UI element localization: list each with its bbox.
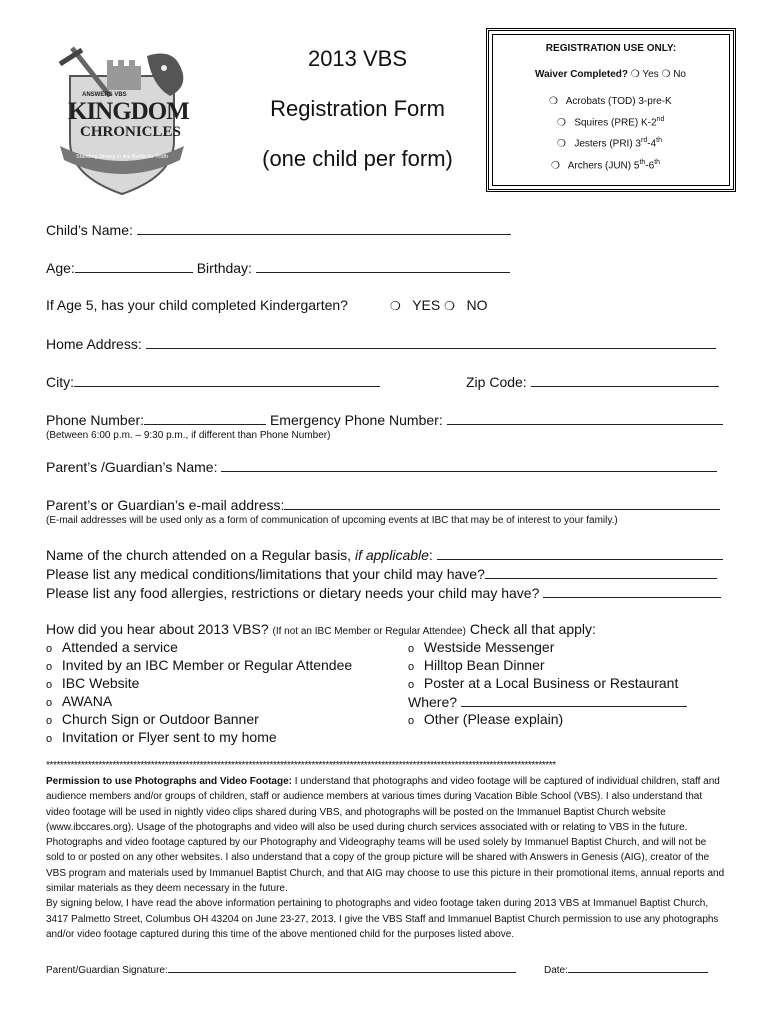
group-jesters-sup2: th [656,137,662,144]
title-line-3: (one child per form) [262,146,453,171]
date-label: Date: [544,965,568,976]
hear-where-field[interactable] [461,692,687,707]
church-field[interactable] [437,545,723,560]
church-label-italic: if applicable [354,547,429,563]
hear-right-option-2[interactable]: o Poster at a Local Business or Restaurant [408,675,679,691]
kingdom-chronicles-logo [52,46,192,196]
logo-sub-text: CHRONICLES [80,124,181,140]
hear-left-option-0[interactable]: o Attended a service [46,639,178,655]
group-archers-label: Archers (JUN) 5 [567,160,640,172]
group-archers-sup: th [639,159,646,166]
birthday-label: Birthday: [196,260,252,276]
waiver-no-checkbox[interactable]: ❍ [661,69,671,80]
guardian-name-row [46,457,717,476]
child-name-label: Child’s Name: [46,222,133,238]
office-use-box [486,28,736,192]
phone-label: Phone Number: [46,412,145,428]
group-acrobats-label: Acrobats (TOD) 3-pre-K [565,96,672,107]
hear-left-option-5[interactable]: o Invitation or Flyer sent to my home [46,729,277,745]
hear-right-option-0[interactable]: o Westside Messenger [408,639,555,655]
hear-question: How did you hear about 2013 VBS? [46,621,269,637]
hear-left-option-4[interactable]: o Church Sign or Outdoor Banner [46,711,259,727]
hear-right-option-label: Hilltop Bean Dinner [423,657,545,673]
church-label: Name of the church attended on a Regular basis, [46,547,352,563]
kindergarten-options [390,296,488,315]
hear-other-option[interactable]: o Other (Please explain) [408,711,564,727]
hear-left-option-3[interactable]: o AWANA [46,693,113,709]
child-name-row [46,220,511,239]
office-heading: REGISTRATION USE ONLY: [545,43,677,54]
hear-left-option-1[interactable]: o Invited by an IBC Member or Regular Attendee [46,657,353,673]
kindergarten-row [46,296,348,314]
group-archers [551,159,660,171]
group-squires-checkbox[interactable]: ❍ [557,117,566,129]
allergies-row [46,583,721,602]
kindergarten-no-label: NO [466,297,488,313]
guardian-email-row [46,495,720,514]
logo-banner-text: Standing Strong in the Battle for Truth [75,154,169,160]
hear-left-option-label: IBC Website [61,675,140,691]
group-archers-checkbox[interactable]: ❍ [551,160,560,172]
church-row [46,545,723,564]
hear-left-option-2[interactable]: o IBC Website [46,675,140,691]
logo-small-text: ANSWERS VBS [82,92,127,98]
phone-field[interactable] [144,410,266,425]
signature-label: Parent/Guardian Signature: [46,965,168,976]
hear-check-all: Check all that apply: [469,621,596,637]
phone-note: (Between 6:00 p.m. – 9:30 p.m., if different than Phone Number) [46,430,331,441]
group-squires [557,116,664,128]
birthday-field[interactable] [256,258,510,273]
waiver-row [535,69,686,80]
hear-right-option-1[interactable]: o Hilltop Bean Dinner [408,657,545,673]
allergies-label: Please list any food allergies, restrictions or dietary needs your child may have? [46,585,540,601]
age-label: Age: [46,260,75,276]
group-jesters [557,137,662,149]
kindergarten-yes-checkbox[interactable]: ❍ [390,299,401,313]
hear-where-row [408,692,687,711]
guardian-email-field[interactable] [284,495,720,510]
hear-where-label: Where? [408,694,458,710]
permission-body: I understand that photographs and video footage will be captured of individual children, staff and audience members and/or groups of children, staff or audience members at various times during Vacation Bible School (VBS). I also understand that video footage will be used in nightly video clips shared during VBS, and photographs will be posted on the Immanuel Baptist Church website (www.ibccares.org). Usage of the photographs and video will also be used during church services associated with or relating to VBS in the future. Photographs and video footage captured by our Photography and Videography teams will be used solely by Immanuel Baptist Church, and will not be sold to or posted on any other websites. I also understand that a copy of the group picture will be shared with Answers in Genesis (AIG), creator of the VBS program and materials used by Immanuel Baptist Church, and that AIG may choose to use this picture in their promotional items, annual reports and similar materials as they deem necessary in the future. [46,776,725,895]
home-address-row [46,334,716,353]
permission-body-2: By signing below, I have read the above information pertaining to photographs and video footage taken during 2013 VBS at Immanuel Baptist Church, 3417 Palmetto Street, Columbus OH 43204 on June 23-27, 2013. I give the VBS Staff and Immanuel Baptist Church permission to use any photographs and/or video footage captured during this time of the above mentioned child for the purposes listed above. [46,898,719,940]
group-jesters-checkbox[interactable]: ❍ [557,138,566,150]
emergency-phone-field[interactable] [447,410,723,425]
zip-row [466,372,719,391]
emergency-phone-label: Emergency Phone Number: [269,412,443,428]
allergies-field[interactable] [543,583,721,598]
group-squires-sup: nd [656,116,665,123]
group-archers-sup2: th [654,159,661,166]
waiver-yes-checkbox[interactable]: ❍ [630,69,640,80]
age-field[interactable] [75,258,193,273]
zip-field[interactable] [531,372,719,387]
kindergarten-yes-label: YES [412,297,441,313]
zip-label: Zip Code: [466,374,527,390]
hear-small-note: (If not an IBC Member or Regular Attendee) [272,626,466,637]
church-label-colon: : [428,547,433,563]
guardian-name-field[interactable] [221,457,717,472]
separator-stars: ************************************************************************************************************************************************** [46,760,556,771]
date-row [544,961,708,976]
logo-main-text: KINGDOM [68,98,189,125]
guardian-name-label: Parent’s /Guardian’s Name: [46,459,218,475]
hear-left-option-label: Invitation or Flyer sent to my home [61,729,277,745]
hear-left-option-label: Church Sign or Outdoor Banner [61,711,259,727]
email-note: (E-mail addresses will be used only as a form of communication of upcoming events at IBC that may be of interest to your family.) [46,515,618,526]
hear-right-option-label: Poster at a Local Business or Restaurant [423,675,679,691]
phone-row [46,410,723,429]
home-address-label: Home Address: [46,336,142,352]
age-birthday-row [46,258,510,277]
group-jesters-sup: rd [641,137,648,144]
title-line-2: Registration Form [270,96,445,121]
waiver-yes-label: Yes [642,69,659,80]
date-field[interactable] [568,961,708,973]
hear-left-option-label: Attended a service [61,639,178,655]
kindergarten-no-checkbox[interactable]: ❍ [444,299,455,313]
kindergarten-question: If Age 5, has your child completed Kindergarten? [46,297,348,313]
hear-other-label: Other (Please explain) [423,711,564,727]
home-address-field[interactable] [146,334,716,349]
waiver-no-label: No [673,69,686,80]
group-jesters-label: Jesters (PRI) 3 [574,138,641,150]
guardian-email-label: Parent’s or Guardian’s e-mail address: [46,497,285,513]
group-acrobats [549,96,672,107]
hear-right-option-label: Westside Messenger [423,639,555,655]
waiver-label: Waiver Completed? [535,69,628,80]
group-jesters-mid: -4 [647,138,657,150]
signature-field[interactable] [168,961,516,973]
hear-left-option-label: Invited by an IBC Member or Regular Attendee [61,657,353,673]
medical-label: Please list any medical conditions/limitations that your child may have? [46,566,485,582]
city-label: City: [46,374,74,390]
group-squires-label: Squires (PRE) K-2 [574,117,657,129]
child-name-field[interactable] [137,220,511,235]
permission-heading: Permission to use Photographs and Video Footage: [46,776,292,787]
permission-text [46,774,726,942]
medical-field[interactable] [485,564,717,579]
group-acrobats-checkbox[interactable]: ❍ [549,96,558,107]
hear-left-option-label: AWANA [61,693,113,709]
signature-row [46,961,516,976]
group-archers-mid: -6 [645,160,655,172]
city-row [46,372,380,391]
medical-row [46,564,717,583]
city-field[interactable] [74,372,380,387]
title-line-1: 2013 VBS [307,46,408,71]
